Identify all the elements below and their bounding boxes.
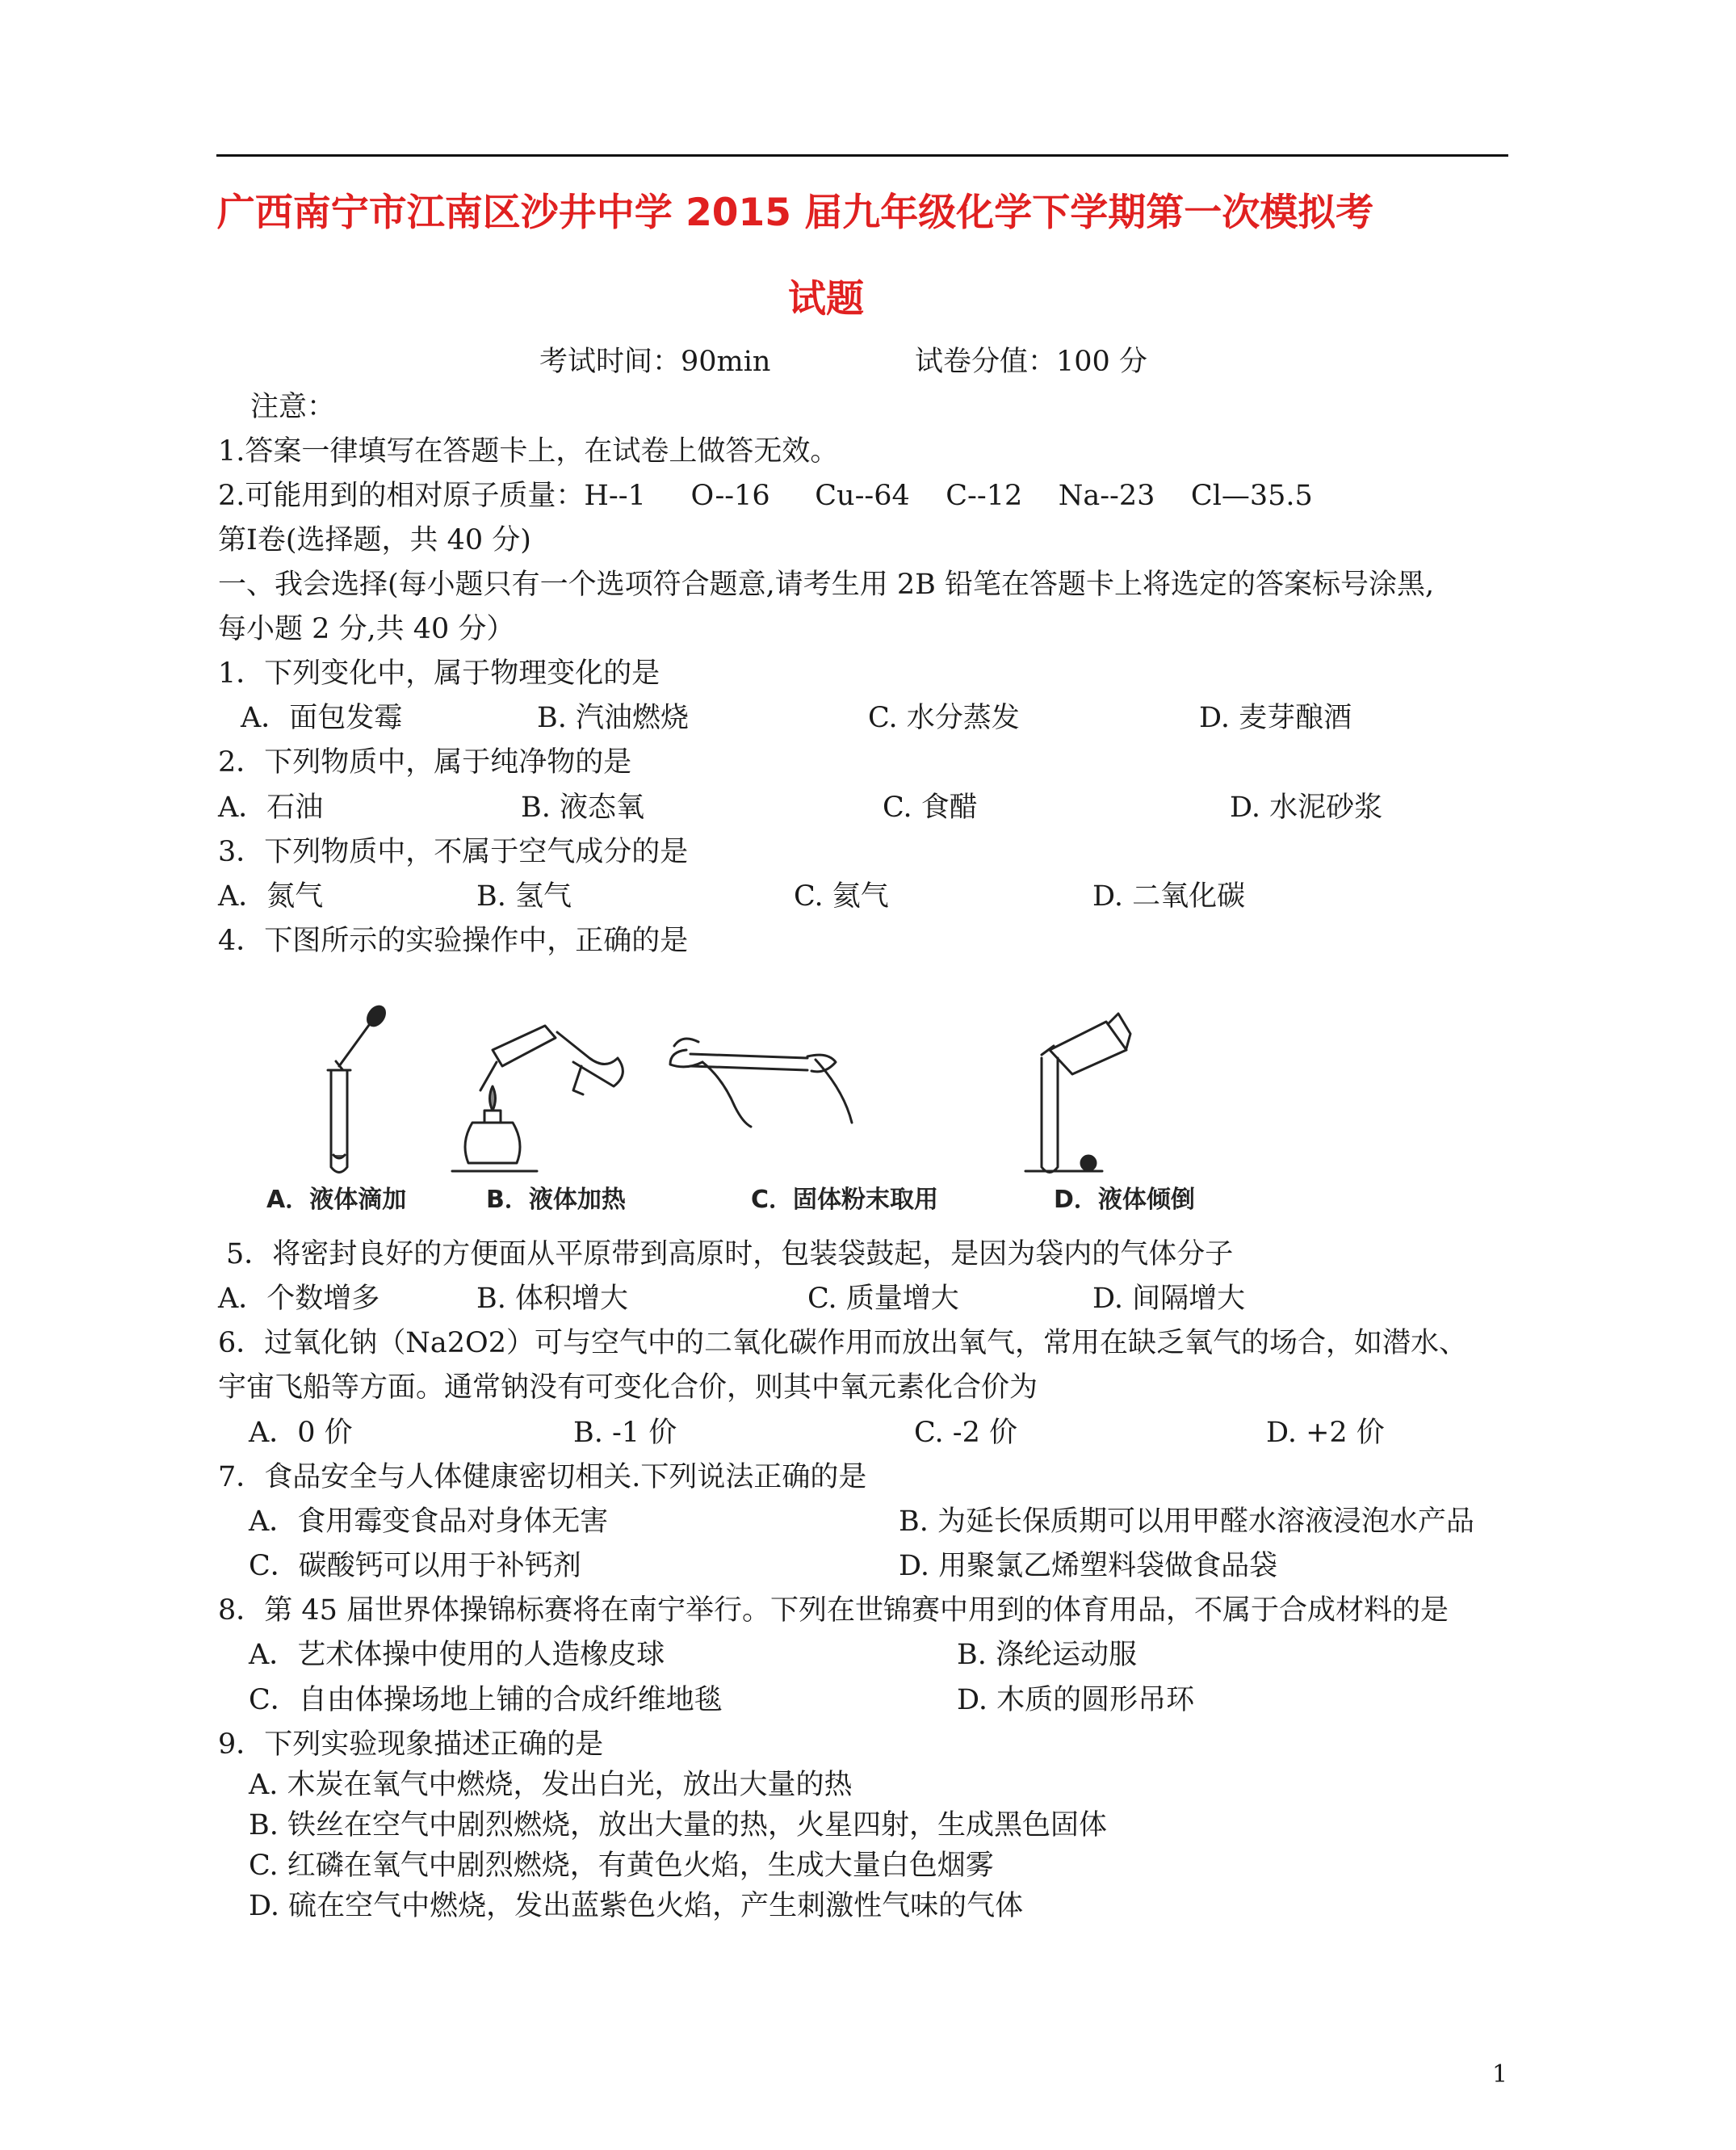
- q2-stem: 2．下列物质中，属于纯净物的是: [218, 746, 632, 779]
- fig-caption-a: A．液体滴加: [266, 1186, 407, 1211]
- q9-option-b: B. 铁丝在空气中剧烈燃烧，放出大量的热，火星四射，生成黑色固体: [249, 1809, 1107, 1841]
- exam-title-line2: 试题: [788, 277, 864, 321]
- q3-option-b: B. 氢气: [476, 880, 572, 913]
- q2-option-b: B. 液态氧: [521, 792, 644, 824]
- fig-caption-d: D．液体倾倒: [1054, 1186, 1195, 1211]
- q6-option-b: B. -1 价: [573, 1417, 677, 1449]
- fig-caption-c: C．固体粉末取用: [751, 1186, 939, 1211]
- note-2: 2.可能用到的相对原子质量：H--1 O--16 Cu--64 C--12 Na--23 Cl—35.5: [218, 480, 1313, 512]
- exam-time: 考试时间：90min: [539, 346, 771, 378]
- q5-option-a: A．个数增多: [218, 1283, 380, 1315]
- q7-option-a: A．食用霉变食品对身体无害: [249, 1505, 609, 1538]
- section-instructions-1: 一、我会选择(每小题只有一个选项符合题意,请考生用 2B 铅笔在答题卡上将选定的答案标号涂黑,: [218, 569, 1435, 601]
- q8-option-d: D. 木质的圆形吊环: [957, 1684, 1195, 1716]
- notes-heading: 注意：: [250, 391, 336, 423]
- q1-stem: 1．下列变化中，属于物理变化的是: [218, 657, 660, 690]
- section-instructions-2: 每小题 2 分,共 40 分）: [218, 613, 515, 645]
- q9-option-a: A. 木炭在氧气中燃烧，发出白光，放出大量的热: [249, 1769, 853, 1801]
- q2-option-a: A．石油: [218, 792, 324, 824]
- dropper-test-tube-icon: [328, 1003, 388, 1172]
- q2-option-c: C. 食醋: [883, 792, 978, 824]
- q3-option-c: C. 氦气: [794, 880, 889, 913]
- q1-option-b: B. 汽油燃烧: [537, 702, 689, 734]
- q8-stem: 8．第 45 届世界体操锦标赛将在南宁举行。下列在世锦赛中用到的体育用品，不属于合成材料的是: [218, 1594, 1449, 1627]
- q8-option-a: A．艺术体操中使用的人造橡皮球: [249, 1639, 665, 1671]
- fig-caption-b: B．液体加热: [486, 1186, 626, 1211]
- q6-option-a: A．0 价: [249, 1417, 353, 1449]
- q8-option-c: C．自由体操场地上铺的合成纤维地毯: [249, 1684, 723, 1716]
- q7-option-b: B. 为延长保质期可以用甲醛水溶液浸泡水产品: [899, 1505, 1474, 1538]
- page-number: 1: [1492, 2060, 1508, 2089]
- q6-option-d: D. +2 价: [1266, 1417, 1385, 1449]
- exam-title-line1: 广西南宁市江南区沙井中学 2015 届九年级化学下学期第一次模拟考: [216, 191, 1374, 235]
- q6-option-c: C. -2 价: [914, 1417, 1018, 1449]
- q7-stem: 7．食品安全与人体健康密切相关.下列说法正确的是: [218, 1461, 867, 1493]
- q2-option-d: D. 水泥砂浆: [1230, 792, 1383, 824]
- q1-option-a: A．面包发霉: [241, 702, 403, 734]
- note-1: 1.答案一律填写在答题卡上，在试卷上做答无效。: [218, 435, 839, 468]
- q9-option-c: C. 红磷在氧气中剧烈燃烧，有黄色火焰，生成大量白色烟雾: [249, 1850, 994, 1882]
- q5-option-d: D. 间隔增大: [1092, 1283, 1246, 1315]
- q9-option-d: D. 硫在空气中燃烧，发出蓝紫色火焰，产生刺激性气味的气体: [249, 1890, 1024, 1922]
- q3-option-d: D. 二氧化碳: [1092, 880, 1246, 913]
- lab-operations-figure: [250, 1002, 1252, 1211]
- q6-stem-2: 宇宙飞船等方面。通常钠没有可变化合价，则其中氧元素化合价为: [218, 1371, 1038, 1404]
- section-part: 第Ⅰ卷(选择题，共 40 分): [218, 524, 531, 556]
- q7-option-d: D. 用聚氯乙烯塑料袋做食品袋: [899, 1550, 1278, 1582]
- q5-option-b: B. 体积增大: [476, 1283, 628, 1315]
- alcohol-lamp-heating-icon: [452, 1026, 623, 1171]
- q5-option-c: C. 质量增大: [807, 1283, 959, 1315]
- q1-option-d: D. 麦芽酿酒: [1199, 702, 1352, 734]
- q9-stem: 9．下列实验现象描述正确的是: [218, 1728, 604, 1761]
- q8-option-b: B. 涤纶运动服: [957, 1639, 1137, 1671]
- q1-option-c: C. 水分蒸发: [868, 702, 1020, 734]
- q5-stem: 5．将密封良好的方便面从平原带到高原时，包装袋鼓起，是因为袋内的气体分子: [226, 1238, 1234, 1270]
- q7-option-c: C．碳酸钙可以用于补钙剂: [249, 1550, 581, 1582]
- q6-stem-1: 6．过氧化钠（Na2O2）可与空气中的二氧化碳作用而放出氧气，常用在缺乏氧气的场合，如潜水、: [218, 1327, 1467, 1359]
- q4-stem: 4．下图所示的实验操作中，正确的是: [218, 925, 689, 957]
- q3-option-a: A．氮气: [218, 880, 324, 913]
- pouring-bottle-test-tube-icon: [1025, 1014, 1130, 1173]
- header-rule: [216, 154, 1508, 157]
- powder-paper-strip-icon: [670, 1039, 852, 1127]
- q3-stem: 3．下列物质中，不属于空气成分的是: [218, 836, 689, 868]
- exam-score: 试卷分值：100 分: [915, 346, 1147, 378]
